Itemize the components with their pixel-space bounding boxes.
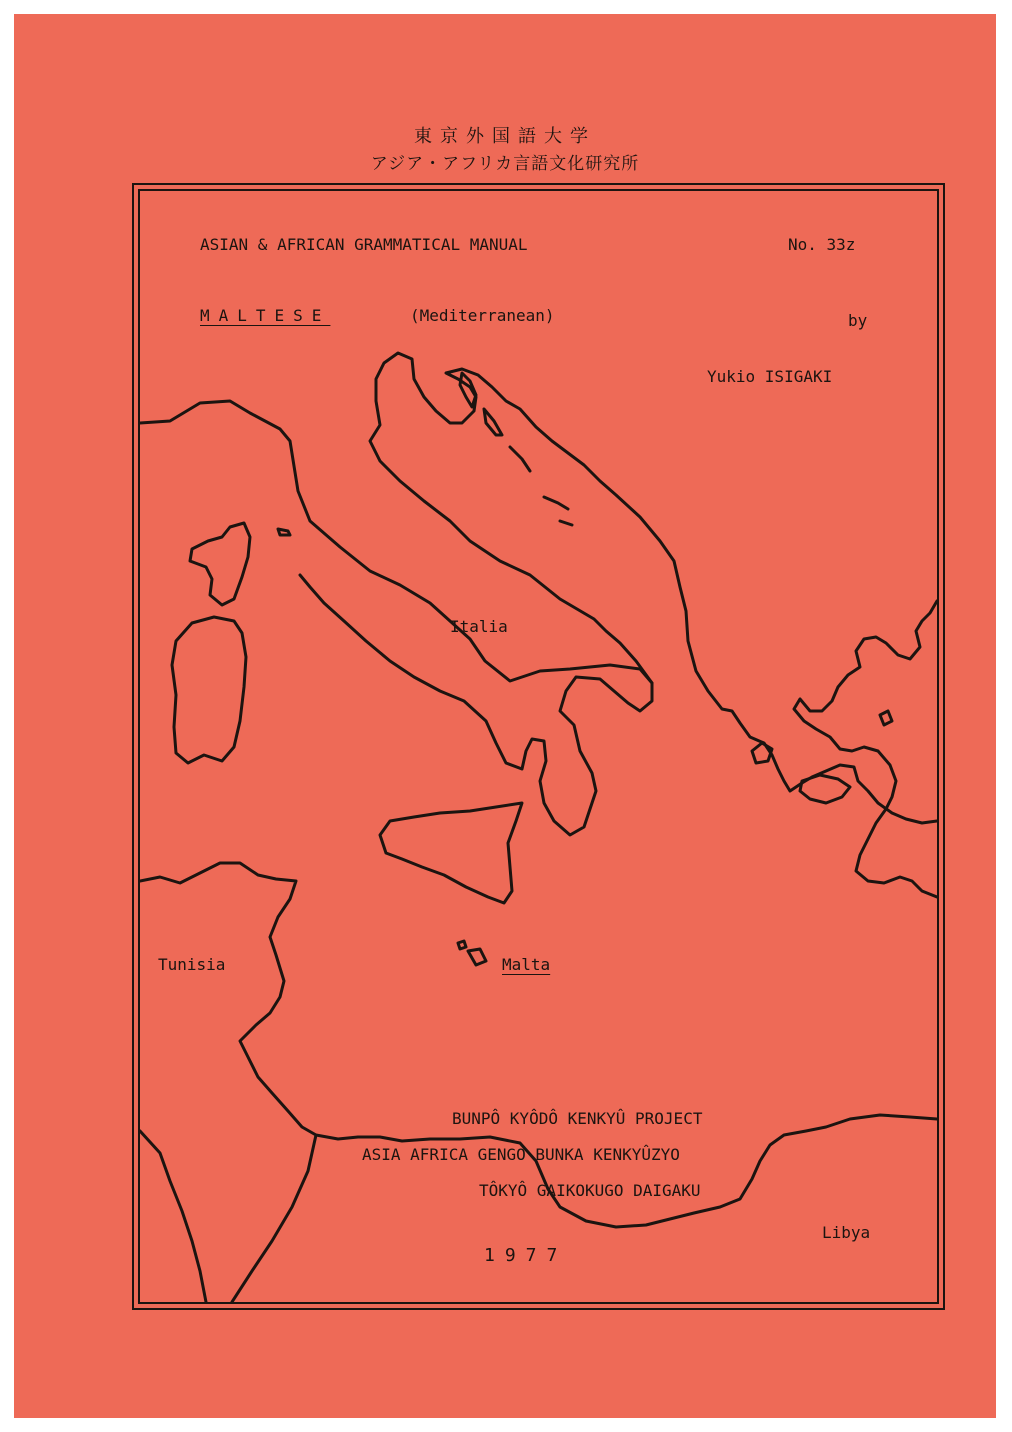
map-island-corsica bbox=[190, 523, 250, 605]
map-island-dalmatia-4 bbox=[544, 497, 568, 509]
map-label-tunisia: Tunisia bbox=[158, 955, 226, 974]
series-title: ASIAN & AFRICAN GRAMMATICAL MANUAL bbox=[200, 235, 528, 254]
map-label-malta: Malta bbox=[502, 955, 551, 974]
map-island-sardinia bbox=[172, 617, 246, 763]
map-coast-tunisia bbox=[140, 863, 937, 1227]
cover-frame bbox=[138, 189, 939, 1304]
map-island-malta bbox=[468, 949, 486, 965]
author-name: Yukio ISIGAKI bbox=[707, 367, 833, 386]
publication-year: 1977 bbox=[484, 1245, 568, 1266]
region-label: (Mediterranean) bbox=[410, 306, 555, 325]
publisher-line-3: TÔKYÔ GAIKOKUGO DAIGAKU bbox=[479, 1181, 701, 1200]
map-island-greek-1 bbox=[800, 775, 850, 803]
book-cover bbox=[14, 14, 996, 1418]
map-label-libya: Libya bbox=[822, 1223, 871, 1242]
byline: by bbox=[848, 311, 868, 330]
map-island-dalmatia-5 bbox=[560, 521, 572, 525]
publisher-line-1: BUNPÔ KYÔDÔ KENKYÛ PROJECT bbox=[452, 1109, 703, 1128]
map-coast-adriatic bbox=[370, 353, 937, 823]
map-border-tunisia-libya bbox=[232, 1135, 316, 1302]
mediterranean-map bbox=[140, 191, 937, 1302]
map-island-sicily bbox=[380, 803, 522, 903]
map-label-italia: Italia bbox=[450, 617, 508, 636]
map-coast-greece bbox=[794, 601, 937, 897]
map-island-elba bbox=[278, 529, 290, 535]
map-border-algeria-tunisia bbox=[140, 1131, 206, 1302]
institution-name: 東京外国語大学 bbox=[414, 126, 596, 147]
map-island-dalmatia-2 bbox=[484, 409, 502, 435]
map-island-dalmatia-3 bbox=[510, 447, 530, 471]
map-island-dalmatia-1 bbox=[460, 373, 476, 407]
language-title: MALTESE bbox=[200, 306, 331, 325]
publisher-line-2: ASIA AFRICA GENGO BUNKA KENKYÛZYO bbox=[362, 1145, 680, 1164]
map-island-greek-3 bbox=[880, 711, 892, 725]
institute-name: アジア・アフリカ言語文化研究所 bbox=[370, 154, 640, 174]
series-number: No. 33z bbox=[788, 235, 856, 254]
map-island-gozo bbox=[458, 941, 466, 949]
